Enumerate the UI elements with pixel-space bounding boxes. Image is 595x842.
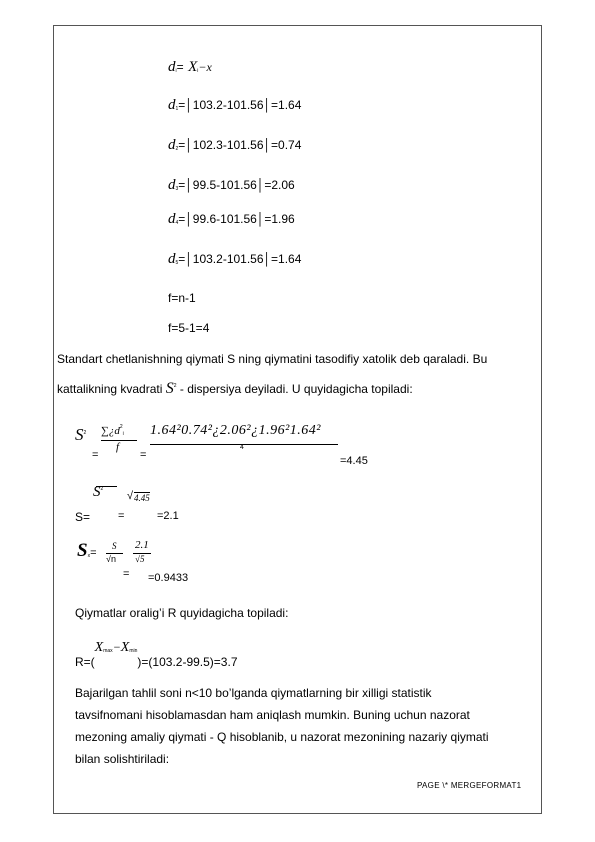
deviation-row: $d_4=│99.6-101.56│=1.96$ <box>168 211 295 227</box>
paragraph-line: Standart chetlanishning qiymati S ning qiymatini tasodifiy xatolik deb qaraladi. Bu <box>57 352 488 366</box>
page-number-field: PAGE \* MERGEFORMAT1 <box>417 781 522 790</box>
dof-value: f=5-1=4 <box>168 321 210 335</box>
paragraph-line: bilan solishtiriladi: <box>75 752 170 766</box>
paragraph-line: mezoning amaliy qiymati - Q hisoblanib, u nazorat mezonining nazariy qiymati <box>75 730 489 744</box>
paragraph-line: kattalikning kvadrati $S^2$ - dispersiya deyiladi. U quyidagicha topiladi: <box>57 380 413 397</box>
dof-formula: f=n-1 <box>168 291 196 305</box>
deviation-row: $d_2=│102.3-101.56│=0.74$ <box>168 137 302 153</box>
deviation-formula: $d_i= X_i-x$ <box>168 59 212 75</box>
deviation-row: $d_1=│103.2-101.56│=1.64$ <box>168 97 302 113</box>
deviation-row: $d_5=│103.2-101.56│=1.64$ <box>168 251 302 267</box>
paragraph-line: tavsifnomani hisoblamasdan ham aniqlash mumkin. Buning uchun nazorat <box>75 708 470 722</box>
range-intro: Qiymatlar oralig’i R quyidagicha topiladi: <box>75 606 289 620</box>
range-formula: $_{R=(}X_{max}-X_{min)=(103.2-99.5)=3.7}$ <box>75 640 238 669</box>
paragraph-line: Bajarilgan tahlil soni n<10 bo’lganda qiymatlarning bir xilligi statistik <box>75 686 432 700</box>
deviation-row: $d_3=│99.5-101.56│=2.06$ <box>168 177 295 193</box>
